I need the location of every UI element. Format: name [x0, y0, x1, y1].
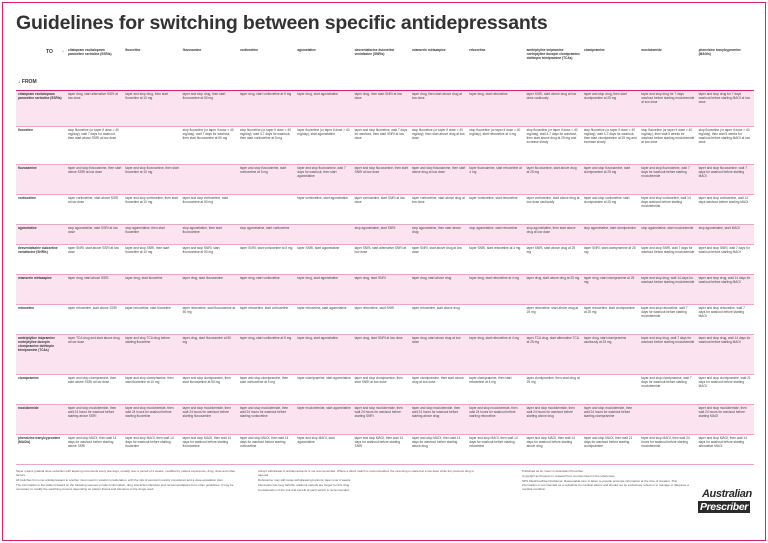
footer-note: Fluoxetine has long half-life; washout periods are longer for this drug. [258, 483, 350, 488]
table-cell: taper vortioxetine, start above SSRI at low dose [68, 196, 119, 204]
table-cell: taper and stop clomipramine, wait 7 days for washout before starting moclobemide [641, 376, 692, 388]
table-cell: taper reboxetine, start vortioxetine [239, 306, 289, 310]
table-cell: stop agomelatine, start vortioxetine [239, 226, 290, 230]
table-cell: taper TCA drug and start above drug at low dose [68, 336, 120, 344]
table-cell: taper reboxetine, start fluoxetine [125, 306, 171, 310]
table-cell: taper and stop MAOI, then wait 14 days for washout before starting vortioxetine [239, 436, 289, 448]
table-cell: taper and stop MAOI, then wait 14 days for washout before starting alternative MAOI [698, 436, 747, 448]
page-title: Guidelines for switching between specific antidepressants [16, 12, 548, 34]
table-cell: stop agomelatine, start reboxetine [469, 226, 518, 230]
header-row [16, 46, 754, 90]
table-cell: taper and stop fluvoxamine, then start above SSRI at low dose [68, 166, 122, 174]
table-cell: taper and stop moclobemide, then wait 24 hours for washout before starting above drug [411, 406, 461, 418]
table-cell: taper drug, start reboxetine [469, 92, 508, 96]
table-cell: taper SNRI, start above drug at 25 mg [526, 246, 576, 254]
table-cell: taper and stop vortioxetine, wait 14 days washout before starting moclobemide [641, 196, 691, 208]
footer-note: The information in this table is based on the following sources: product information, drug interaction literature and recommendations from other guidelines. It may be necessary to modify the switching process depending on patient illness and tolerance to the drugs used. [16, 483, 234, 491]
table-cell: taper fluvoxamine, start above drug at 25 mg [526, 166, 577, 174]
table-cell: taper reboxetine, start above drug [411, 306, 460, 310]
row-label: amitriptyline imipramine nortriptyline doxepin clomipramine dothiepin trimipramine (TCAs) [18, 336, 55, 352]
table-cell: taper drug, start above SSRI [68, 276, 109, 280]
logo-word-2: Prescriber [700, 501, 748, 513]
table-cell: stop fluoxetine (or taper if dose > 40 mg/day), wait 7 days for washout, then start fluvoxamine at 50 mg [182, 128, 234, 140]
table-cell: taper fluoxetine (or taper if dose > 40 mg/day), start agomelatine [297, 128, 350, 136]
table-cell: taper and stop MAOI, then wait 14 days for washout before starting above SSRI [68, 436, 117, 448]
table-cell: taper and stop clomipramine, then start fluoxetine at 10 mg [125, 376, 174, 384]
table-cell: stop fluoxetine (or taper if dose > 40 mg/day), wait 7 days for washout, then start above SSRI at low dose [68, 128, 119, 140]
table-row [16, 90, 754, 126]
table-row [16, 164, 754, 194]
footer-note: NPS MedicineWise Disclaimer: Reasonable care is taken to provide accurate information at the time of creation. This information is not intended as a substitute for medical advice and should not be exclusively relied on to manage or diagnose a medical condition. [522, 479, 689, 491]
footer-note: All switches from one antidepressant to another must result in careful consideration, with the risk of serotonin toxicity considered and a dose-escalation plan. [16, 478, 224, 482]
from-label: ↓ FROM [18, 79, 37, 85]
table-cell: taper clomipramine, then start reboxetine at 4 mg [469, 376, 512, 384]
footer-notes-left [16, 470, 236, 493]
table-cell: taper drug, start vortioxetine [239, 276, 280, 280]
column-header: amitriptyline imipramine nortriptyline doxepin clomipramine dothiepin trimipramine (TCAs) [525, 46, 582, 90]
switching-table [16, 46, 754, 465]
table-cell: taper and stop MAOI, then wait 14 days for washout before starting above drug [411, 436, 461, 448]
table-cell: taper and stop fluoxetine, wait 7 days for washout, then start SNRI at low dose [354, 128, 408, 140]
table-cell: taper and stop fluvoxamine, then start above drug at low dose [411, 166, 466, 174]
table-cell: taper clomipramine, then start drug at 25 mg [526, 376, 580, 384]
table-cell: taper and stop fluvoxamine, then start SNRI at low dose [354, 166, 408, 174]
table-cell: taper and stop MAOI, then wait 14 days for washout before starting reboxetine [469, 436, 518, 448]
table-cell: taper drug, then start SNRI at low dose [354, 92, 402, 100]
table-cell [582, 374, 639, 404]
table-cell: taper and stop vortioxetine, start fluvoxamine at 50 mg [182, 196, 229, 204]
table-cell: taper vortioxetine, start agomelatine [297, 196, 348, 200]
table-cell: stop fluoxetine (or taper if dose > 40 mg/day), then wait 5 weeks for washout before starting moclobemide at low dose [641, 128, 695, 144]
table-row [16, 274, 754, 304]
table-cell: taper and stop drug for 7 days washout before starting MAOI at low dose [698, 92, 750, 104]
table-cell: taper and stop SNRI, then start fluoxetine at 10 mg [125, 246, 170, 254]
table-cell: taper SNRI, start vortioxetine at 5 mg [239, 246, 293, 250]
table-row [16, 126, 754, 164]
column-header: phenelzine tranylcypromine (MAOIs) [697, 46, 754, 90]
table-cell: taper vortioxetine, start SNRI at low dose [354, 196, 405, 204]
arrow-right-icon: → [60, 48, 65, 54]
table-cell: taper and stop fluvoxamine, then start fluoxetine at 10 mg [125, 166, 179, 174]
table-cell [639, 404, 696, 434]
table-cell: taper reboxetine, start above SSRI [68, 306, 117, 310]
table-cell: taper and stop moclobemide, then wait 24 hours for washout before starting above drug [526, 406, 575, 418]
table-cell: stop fluoxetine (or taper if dose > 40 mg/day), wait 4-7 days for washout, then start clomipramine at 25 mg and increase slowly [583, 128, 637, 144]
table-cell: taper moclobemide, start agomelatine [297, 406, 351, 410]
table-cell: taper reboxetine, start clomipramine at 25 mg [583, 306, 635, 314]
table-cell: taper drug, start above drug at 25 mg [526, 276, 580, 280]
table-cell: taper SNRI, start above drug at low dose [411, 246, 462, 254]
table-cell: taper vortioxetine, start above drug at low dose [411, 196, 465, 204]
column-header: mianserin mirtazapine [410, 46, 467, 90]
table-cell: taper and stop MAOI, start agomelatine [297, 436, 335, 444]
table-cell: taper and stop SNRI, wait 7 days for washout before starting MAOI [698, 246, 750, 254]
table-cell: taper and stop clomipramine, then start vortioxetine at 5 mg [239, 376, 289, 384]
table-cell: taper and stop MAOI, then wait 14 days for washout before starting above drug [526, 436, 575, 448]
table-cell: taper reboxetine, start above drug at 25 mg [526, 306, 579, 314]
row-label: vortioxetine [18, 196, 37, 200]
table-cell: taper drug, start SNRI at low dose [354, 336, 403, 340]
table-cell: taper and stop moclobemide, then wait 24 hours for washout before starting MAOI [698, 406, 747, 418]
table-cell: taper and stop MAOI, then wait 14 days for washout before starting fluvoxamine [182, 436, 232, 448]
table-cell: taper drug, start fluvoxamine [182, 276, 224, 280]
table-cell: taper and stop MAOI, then wait 14 days for washout before starting SNRI [354, 436, 404, 448]
column-header: fluoxetine [123, 46, 180, 90]
table-cell: stop agomelatine, start SNRI [354, 226, 396, 230]
table-cell: stop fluoxetine (or taper if dose > 40 mg/day), then start above drug at low dose [411, 128, 465, 140]
table-cell: stop agomelatine, then start fluoxetine [125, 226, 165, 234]
column-header: vortioxetine [238, 46, 295, 90]
table-cell: taper and stop MAOI, then wait 21 days for washout before starting clomipramine [583, 436, 633, 448]
table-cell: taper and stop drug, wait 14 days for washout before starting MAOI [698, 336, 751, 344]
table-cell: taper and stop drug, wait 7 days for washout before starting moclobemide [641, 336, 695, 344]
table-cell: taper and stop fluvoxamine, start clomipramine at 25 mg [583, 166, 631, 174]
table-cell: taper drug, start agomelatine [297, 336, 339, 340]
column-header: fluvoxamine [181, 46, 238, 90]
table-cell [181, 164, 238, 194]
table-cell: taper drug, start fluvoxamine at 50 mg [182, 336, 232, 344]
table-cell: taper and stop reboxetine, wait 7 days for washout before starting moclobemide [641, 306, 688, 318]
table-cell: taper SNRI, start clomipramine at 25 mg [583, 246, 636, 254]
table-row [16, 404, 754, 434]
footer-note: Consideration of the risk and benefit of each switch is recommended. [258, 488, 350, 493]
table-cell: taper drug, start vortioxetine at 5 mg [239, 336, 292, 340]
row-label: agomelatine [18, 226, 37, 230]
table-cell [238, 194, 295, 224]
corner-cell [16, 46, 66, 90]
table-cell: taper drug, start reboxetine at 4 mg [469, 336, 520, 340]
logo-word-1: Australian [702, 488, 752, 500]
table-cell: taper drug, start clomipramine at 25 mg [583, 276, 635, 284]
table-cell: taper and stop SNRI, wait 7 days for washout before starting moclobemide [641, 246, 695, 254]
table-cell: stop agomelatine, start clomipramine [583, 226, 637, 230]
table-cell: taper drug, start clomipramine cautiously at 25 mg [583, 336, 627, 344]
table-row [16, 224, 754, 244]
table-cell: taper reboxetine, start SNRI [354, 306, 395, 310]
table-cell [295, 224, 352, 244]
table-cell: taper drug, start SNRI [354, 276, 386, 280]
column-header: reboxetine [467, 46, 524, 90]
row-label: moclobemide [18, 406, 39, 410]
column-header: desvenlafaxine duloxetine venlafaxine (SNRIs) [353, 46, 410, 90]
table-cell: taper and stop moclobemide, then wait 24 hours for washout before starting above SSRI [68, 406, 117, 418]
table-cell [467, 304, 524, 334]
footer-note: Abrupt withdrawal of antidepressants is not recommended. Where a direct switch is recommended, the new drug is started at a low dose while the previous drug is tapered. [258, 469, 474, 477]
table-cell: stop agomelatine, then start above drug at low dose [526, 226, 576, 234]
table-cell: taper TCA drug, start alternative TCA at 25 mg [526, 336, 579, 344]
table-cell: taper drug, start reboxetine at 4 mg [469, 276, 520, 280]
to-label: TO [46, 49, 53, 55]
row-label: mianserin mirtazapine [18, 276, 52, 280]
table-cell: taper and stop vortioxetine, then start fluoxetine at 10 mg [125, 196, 178, 204]
table-cell: taper drug, start agomelatine [297, 276, 339, 280]
table-cell: taper SNRI, start above SSRI at low dose [68, 246, 119, 254]
table-cell: taper and stop moclobemide, then wait 24 hours for washout before starting reboxetine [469, 406, 518, 418]
table-cell: stop fluoxetine (or taper if dose > 40 mg/day), wait 4-7 days for washout, then start vortioxetine at 5 mg [239, 128, 291, 140]
table-cell: taper and stop drug for 7 days washout before starting moclobemide at low dose [641, 92, 695, 104]
row-label: citalopram escitalopram paroxetine sertraline (SSRIs) [18, 92, 62, 100]
row-label: fluoxetine [18, 128, 34, 132]
row-label: desvenlafaxine duloxetine venlafaxine (SNRIs) [18, 246, 58, 254]
table-row [16, 244, 754, 274]
table-cell: taper and stop drug, then start fluoxetine at 10 mg [125, 92, 169, 100]
table-cell: taper and stop clomipramine, wait 21 days for washout before starting MAOI [698, 376, 751, 388]
footer-note: Taper means gradual dose reduction with tapering increments every few days, usually over a period of 4 weeks, modified by patient experience, drug, dose and other factors. [16, 469, 236, 477]
table-cell: taper drug, start above drug at low dose [411, 336, 461, 344]
table-cell: stop fluoxetine (or taper if dose > 40 mg/day), wait 4-7 days for washout, then start above drug at 25 mg and increase slowly [526, 128, 578, 144]
table-row [16, 304, 754, 334]
table-cell: taper SNRI, start agomelatine [297, 246, 340, 250]
table-cell [123, 126, 180, 164]
table-cell: taper SNRI, start reboxetine at 4 mg [469, 246, 521, 250]
table-cell: taper and stop drug, then start fluvoxamine at 50 mg [182, 92, 226, 100]
table-cell: taper and stop vortioxetine, wait 14 days washout before starting MAOI [698, 196, 749, 204]
table-cell: taper reboxetine, start fluvoxamine at 50 mg [182, 306, 236, 314]
table-cell: taper and stop clomipramine, then start above SSRI at low dose [68, 376, 117, 384]
table-cell: taper and stop SNRI, start fluvoxamine at 50 mg [182, 246, 220, 254]
footer-note: Reboxetine may still cause withdrawal symptoms; taper over 2 weeks. [258, 478, 352, 482]
table-cell: taper drug, start alternative SSRI at low dose [68, 92, 118, 100]
table-cell: taper drug, start above drug [411, 276, 452, 280]
table-cell: taper and stop moclobemide, then wait 24 hours for washout before starting vortioxetine [239, 406, 289, 418]
table-row [16, 434, 754, 464]
table-cell: taper fluvoxamine, start reboxetine at 4 mg [469, 166, 522, 174]
row-label: clomipramine [18, 376, 39, 380]
footer-notes [16, 470, 754, 534]
footer-notes-right [522, 470, 692, 493]
footer-note: Published as an insert in Australian Prescriber. [522, 469, 584, 473]
table-cell: stop agomelatine, start MAOI [698, 226, 740, 230]
table-cell: taper and stop moclobemide, then wait 24 hours for washout before starting clomipramine [583, 406, 633, 418]
table-cell: taper and stop moclobemide, then wait 24 hours for washout before starting SNRI [354, 406, 403, 418]
table-cell: taper and stop reboxetine, wait 7 days for washout before starting MAOI [698, 306, 745, 318]
table-cell: stop fluoxetine (or taper if dose > 40 mg/day), then wait 5 weeks for washout before starting MAOI at low dose [698, 128, 750, 144]
table-cell: taper and stop clomipramine, then start SNRI at low dose [354, 376, 403, 384]
column-header: citalopram escitalopram paroxetine sertraline (SSRIs) [66, 46, 123, 90]
table-cell: taper drug, start agomelatine [297, 92, 339, 96]
table-cell: taper and stop fluvoxamine, start vortioxetine at 5 mg [239, 166, 287, 174]
footer-notes-middle [258, 470, 478, 494]
table-cell: taper and stop drug, then start clomipramine at 25 mg [583, 92, 627, 100]
table-cell: taper and stop fluvoxamine, wait 7 days for washout before starting moclobemide [641, 166, 690, 178]
table-cell: taper drug, start vortioxetine at 5 mg [239, 92, 292, 96]
table-cell: taper and stop fluvoxamine, wait 7 days for washout, then start agomelatine [297, 166, 346, 178]
australian-prescriber-logo [698, 484, 760, 520]
table-row [16, 194, 754, 224]
row-label: phenelzine tranylcypromine (MAOIs) [18, 436, 61, 444]
table-cell: taper and stop drug, wait 14 days for washout before starting MAOI [698, 276, 751, 284]
table-cell: taper and stop MAOI, then wait 14 days for washout before starting fluoxetine [125, 436, 174, 448]
column-header: clomipramine [582, 46, 639, 90]
table-cell: taper SSRI, start above drug at low dose cautiously [526, 92, 577, 100]
table-cell: taper and stop fluvoxamine, wait 7 days for washout before starting MAOI [698, 166, 747, 178]
footer-note: Copyright and based on material from sources listed in the references. [522, 474, 616, 479]
table-cell: taper SNRI, start alternative SNRI at low dose [354, 246, 407, 254]
column-header: agomelatine [295, 46, 352, 90]
table-cell: stop agomelatine, start SSRI at low dose [68, 226, 118, 234]
table-cell: taper and stop vortioxetine, start clomipramine at 25 mg [583, 196, 630, 204]
table-cell: taper reboxetine, start agomelatine [297, 306, 347, 310]
table-cell: taper drug, then start above drug at low dose [411, 92, 462, 100]
column-header: moclobemide [639, 46, 696, 90]
table-cell: taper and stop moclobemide, then wait 24 hours for washout before starting fluoxetine [125, 406, 174, 418]
table-cell: stop agomelatine, then start fluvoxamine [182, 226, 222, 234]
table-cell: stop agomelatine, start moclobemide [641, 226, 694, 230]
table-cell: taper vortioxetine, start reboxetine [469, 196, 518, 200]
table-cell: taper clomipramine, then start above drug at low dose [411, 376, 464, 384]
table-cell: taper and stop MAOI, then wait 24 hours for washout before starting moclobemide [641, 436, 690, 448]
table-row [16, 334, 754, 374]
table-cell: taper drug, start fluoxetine [125, 276, 163, 280]
table-cell: taper clomipramine, start agomelatine [297, 376, 351, 380]
row-label: fluvoxamine [18, 166, 37, 170]
table-cell: taper and stop TCA drug before starting fluoxetine [125, 336, 170, 344]
table-cell: taper vortioxetine, start above drug at low dose cautiously [526, 196, 580, 204]
table-cell: stop fluoxetine (or taper if dose > 40 mg/day), start reboxetine at 4 mg [469, 128, 521, 136]
table-cell: taper and stop moclobemide, then wait 24 hours for washout before starting fluvoxamine [182, 406, 231, 418]
table-cell: stop agomelatine, then start above drug [411, 226, 461, 234]
table-cell: taper and stop drug, wait 14 days for washout before starting moclobemide [641, 276, 695, 284]
table-row [16, 374, 754, 404]
table-cell: taper and stop clomipramine, then start fluvoxamine at 50 mg [182, 376, 231, 384]
row-label: reboxetine [18, 306, 35, 310]
